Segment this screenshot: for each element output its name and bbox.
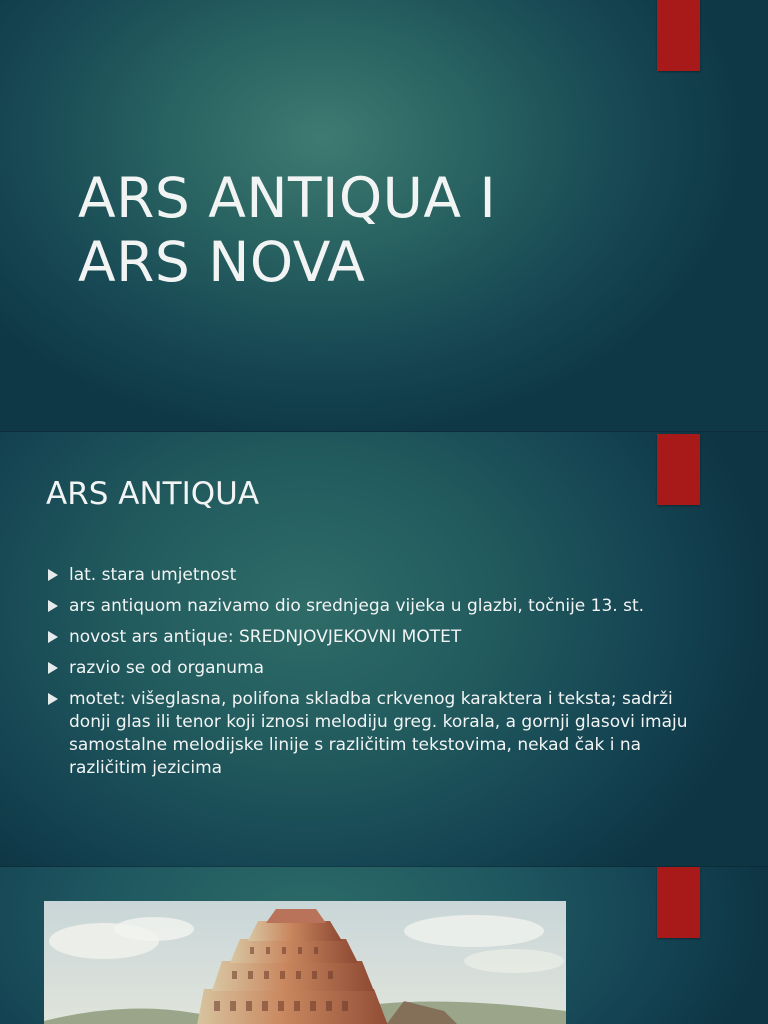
accent-red-tab [657,434,700,505]
triangle-bullet-icon [48,631,58,643]
triangle-bullet-icon [48,569,58,581]
slide-1[interactable] [0,0,768,432]
bullet-text: lat. stara umjetnost [69,565,237,585]
bullet-item [48,564,698,587]
accent-red-tab [657,867,700,938]
bullet-list [48,564,698,788]
bullet-item [48,595,698,618]
slide-title [78,166,496,294]
bullet-text: ars antiquom nazivamo dio srednjega vijeka u glazbi, točnije 13. st. [69,596,645,616]
triangle-bullet-icon [48,662,58,674]
accent-red-tab [657,0,700,71]
title-line-1: ARS ANTIQUA I [78,166,497,230]
slide-2[interactable] [0,432,768,867]
slide-3[interactable] [0,867,768,1024]
bullet-text: novost ars antique: SREDNJOVJEKOVNI MOTET [69,627,462,647]
triangle-bullet-icon [48,600,58,612]
bullet-text: razvio se od organuma [69,658,265,678]
bullet-item [48,688,698,780]
title-line-2: ARS NOVA [78,230,366,294]
tower-of-babel-painting [44,901,566,1024]
triangle-bullet-icon [48,693,58,705]
bullet-text: motet: višeglasna, polifona skladba crkvenog karaktera i teksta; sadrži donji glas ili tenor koji iznosi melodiju greg. korala, a gornji glasovi imaju samostalne melodijske linije s različitim tekstovima, nekad čak i na različitim jezicima [69,689,688,778]
slide-title: ARS ANTIQUA [46,476,260,512]
bullet-item [48,626,698,649]
bullet-item [48,657,698,680]
